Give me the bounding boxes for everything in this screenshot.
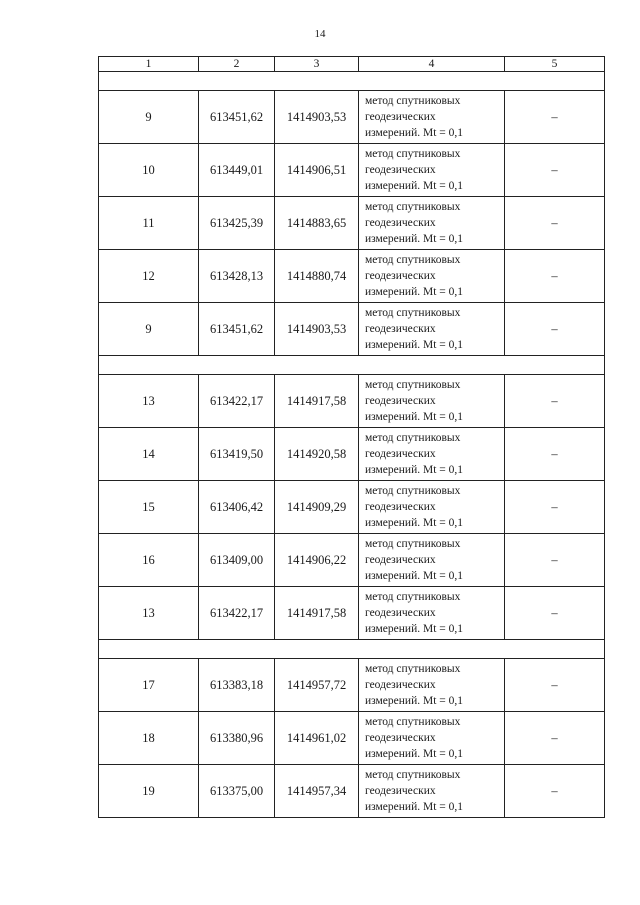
point-number-cell: 14: [99, 428, 199, 481]
coordinate-x-cell: 613425,39: [199, 197, 275, 250]
header-cell-2: 2: [199, 57, 275, 72]
description-cell: –: [505, 91, 605, 144]
method-line-1: метод спутниковых: [365, 591, 461, 603]
coordinates-table: [98, 56, 605, 818]
coordinate-y-cell: 1414909,29: [275, 481, 359, 534]
table-row: [99, 91, 605, 144]
method-line-2: геодезических: [365, 217, 436, 229]
table-row: [99, 428, 605, 481]
method-line-3: измерений. Mt = 0,1: [365, 411, 464, 423]
table-separator-row: [99, 356, 605, 375]
coordinate-x-cell: 613449,01: [199, 144, 275, 197]
table-row: [99, 587, 605, 640]
method-line-3: измерений. Mt = 0,1: [365, 570, 464, 582]
table-row: [99, 144, 605, 197]
table-row: [99, 197, 605, 250]
method-line-1: метод спутниковых: [365, 769, 461, 781]
method-line-3: измерений. Mt = 0,1: [365, 748, 464, 760]
method-line-2: геодезических: [365, 607, 436, 619]
table-row: [99, 659, 605, 712]
method-line-2: геодезических: [365, 679, 436, 691]
point-number-cell: 12: [99, 250, 199, 303]
point-number-cell: 18: [99, 712, 199, 765]
method-line-2: геодезических: [365, 554, 436, 566]
method-line-3: измерений. Mt = 0,1: [365, 339, 464, 351]
table-body: [99, 57, 605, 818]
method-line-2: геодезических: [365, 270, 436, 282]
separator-cell: [99, 356, 605, 375]
coordinate-x-cell: 613383,18: [199, 659, 275, 712]
method-line-1: метод спутниковых: [365, 432, 461, 444]
method-line-2: геодезических: [365, 448, 436, 460]
method-cell: [359, 375, 505, 428]
method-cell: [359, 250, 505, 303]
coordinate-y-cell: 1414883,65: [275, 197, 359, 250]
coordinate-x-cell: 613422,17: [199, 375, 275, 428]
method-line-1: метод спутниковых: [365, 148, 461, 160]
point-number-cell: 17: [99, 659, 199, 712]
header-cell-3: 3: [275, 57, 359, 72]
description-cell: –: [505, 534, 605, 587]
coordinate-y-cell: 1414903,53: [275, 303, 359, 356]
method-line-3: измерений. Mt = 0,1: [365, 695, 464, 707]
coordinate-y-cell: 1414906,22: [275, 534, 359, 587]
method-line-1: метод спутниковых: [365, 95, 461, 107]
table-row: [99, 250, 605, 303]
coordinate-x-cell: 613451,62: [199, 91, 275, 144]
coordinate-y-cell: 1414957,34: [275, 765, 359, 818]
page-number: 14: [314, 28, 326, 40]
method-line-3: измерений. Mt = 0,1: [365, 623, 464, 635]
table-row: [99, 481, 605, 534]
method-cell: [359, 144, 505, 197]
method-line-1: метод спутниковых: [365, 307, 461, 319]
method-line-3: измерений. Mt = 0,1: [365, 801, 464, 813]
point-number-cell: 11: [99, 197, 199, 250]
method-line-3: измерений. Mt = 0,1: [365, 233, 464, 245]
coordinate-y-cell: 1414906,51: [275, 144, 359, 197]
coordinate-y-cell: 1414961,02: [275, 712, 359, 765]
point-number-cell: 19: [99, 765, 199, 818]
header-cell-4: 4: [359, 57, 505, 72]
description-cell: –: [505, 659, 605, 712]
table-separator-row: [99, 72, 605, 91]
method-line-2: геодезических: [365, 501, 436, 513]
method-line-1: метод спутниковых: [365, 254, 461, 266]
coordinate-x-cell: 613419,50: [199, 428, 275, 481]
coordinate-y-cell: 1414903,53: [275, 91, 359, 144]
coordinate-y-cell: 1414880,74: [275, 250, 359, 303]
coordinate-x-cell: 613422,17: [199, 587, 275, 640]
separator-cell: [99, 640, 605, 659]
coordinate-y-cell: 1414920,58: [275, 428, 359, 481]
method-cell: [359, 428, 505, 481]
method-line-1: метод спутниковых: [365, 379, 461, 391]
description-cell: –: [505, 712, 605, 765]
point-number-cell: 15: [99, 481, 199, 534]
method-line-3: измерений. Mt = 0,1: [365, 127, 464, 139]
description-cell: –: [505, 481, 605, 534]
point-number-cell: 9: [99, 91, 199, 144]
description-cell: –: [505, 587, 605, 640]
coordinate-x-cell: 613409,00: [199, 534, 275, 587]
method-cell: [359, 197, 505, 250]
point-number-cell: 10: [99, 144, 199, 197]
method-line-1: метод спутниковых: [365, 716, 461, 728]
method-cell: [359, 91, 505, 144]
method-cell: [359, 765, 505, 818]
method-line-2: геодезических: [365, 164, 436, 176]
coordinate-y-cell: 1414917,58: [275, 587, 359, 640]
table-row: [99, 712, 605, 765]
coordinate-x-cell: 613375,00: [199, 765, 275, 818]
coordinate-x-cell: 613406,42: [199, 481, 275, 534]
method-cell: [359, 587, 505, 640]
method-cell: [359, 712, 505, 765]
method-cell: [359, 481, 505, 534]
method-cell: [359, 534, 505, 587]
point-number-cell: 13: [99, 587, 199, 640]
table-header-row: [99, 57, 605, 72]
description-cell: –: [505, 303, 605, 356]
header-cell-5: 5: [505, 57, 605, 72]
description-cell: –: [505, 375, 605, 428]
method-line-1: метод спутниковых: [365, 538, 461, 550]
coordinate-y-cell: 1414957,72: [275, 659, 359, 712]
coordinate-x-cell: 613428,13: [199, 250, 275, 303]
method-cell: [359, 303, 505, 356]
point-number-cell: 16: [99, 534, 199, 587]
method-line-1: метод спутниковых: [365, 663, 461, 675]
table-row: [99, 303, 605, 356]
method-line-3: измерений. Mt = 0,1: [365, 286, 464, 298]
description-cell: –: [505, 428, 605, 481]
method-line-3: измерений. Mt = 0,1: [365, 464, 464, 476]
coordinate-y-cell: 1414917,58: [275, 375, 359, 428]
point-number-cell: 9: [99, 303, 199, 356]
description-cell: –: [505, 144, 605, 197]
header-cell-1: 1: [99, 57, 199, 72]
table-row: [99, 765, 605, 818]
method-cell: [359, 659, 505, 712]
method-line-1: метод спутниковых: [365, 201, 461, 213]
point-number-cell: 13: [99, 375, 199, 428]
coordinate-x-cell: 613451,62: [199, 303, 275, 356]
description-cell: –: [505, 197, 605, 250]
coordinate-x-cell: 613380,96: [199, 712, 275, 765]
method-line-3: измерений. Mt = 0,1: [365, 517, 464, 529]
method-line-2: геодезических: [365, 323, 436, 335]
method-line-1: метод спутниковых: [365, 485, 461, 497]
method-line-2: геодезических: [365, 785, 436, 797]
table-row: [99, 375, 605, 428]
description-cell: –: [505, 250, 605, 303]
method-line-2: геодезических: [365, 732, 436, 744]
method-line-2: геодезических: [365, 111, 436, 123]
table-row: [99, 534, 605, 587]
description-cell: –: [505, 765, 605, 818]
method-line-3: измерений. Mt = 0,1: [365, 180, 464, 192]
method-line-2: геодезических: [365, 395, 436, 407]
table-separator-row: [99, 640, 605, 659]
separator-cell: [99, 72, 605, 91]
